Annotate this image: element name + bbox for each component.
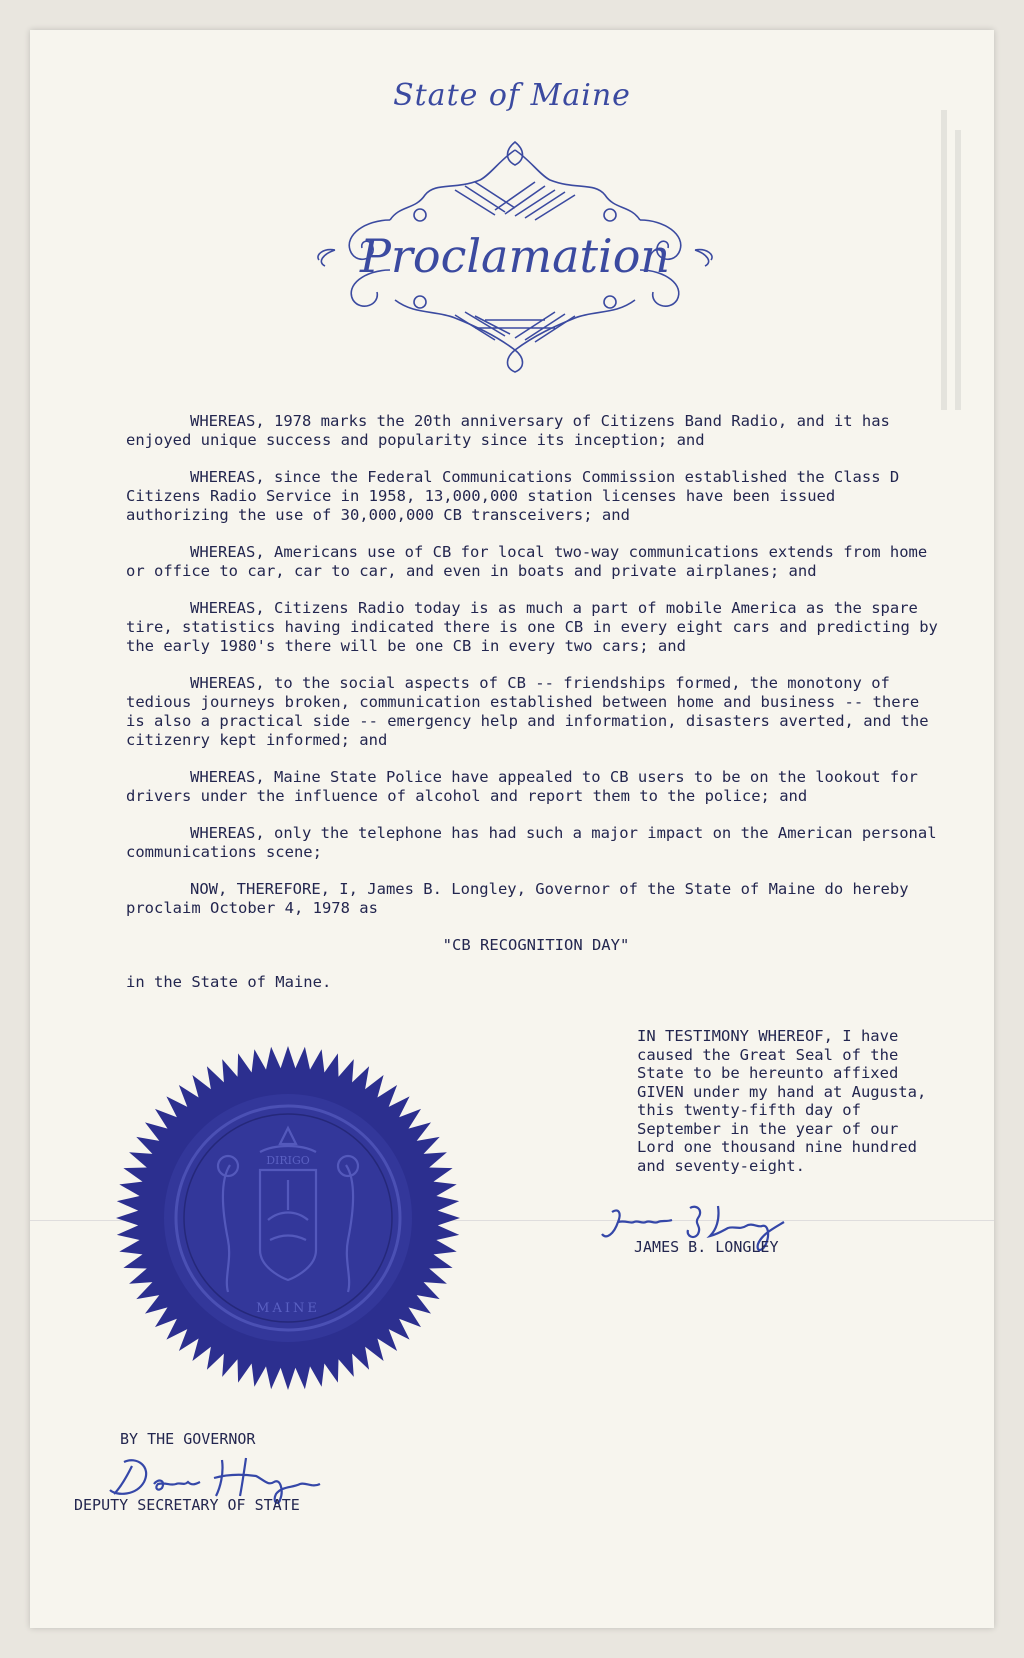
whereas-paragraph-7: WHEREAS, only the telephone has had such a major impact on the American personal communications scene; <box>126 824 937 861</box>
seal-bottom-text: MAINE <box>256 1301 320 1316</box>
by-the-governor: BY THE GOVERNOR <box>120 1430 256 1448</box>
whereas-paragraph-4: WHEREAS, Citizens Radio today is as much a part of mobile America as the spare tire, statistics having indicated there is one CB in every eight cars and predicting by the early 1980's there will be one CB in every two cars; and <box>126 599 938 655</box>
whereas-paragraph-6: WHEREAS, Maine State Police have appealed to CB users to be on the lookout for drivers under the influence of alcohol and report them to the police; and <box>126 768 918 805</box>
governor-name: JAMES B. LONGLEY <box>634 1238 779 1256</box>
whereas-paragraph-2: WHEREAS, since the Federal Communications Commission established the Class D Citizens Radio Service in 1958, 13,000,000 station licenses have been issued authorizing the use of 30,000,000 CB transceivers; and <box>126 468 900 524</box>
whereas-paragraph-3: WHEREAS, Americans use of CB for local two-way communications extends from home or office to car, car to car, and even in boats and private airplanes; and <box>126 543 928 580</box>
closing-line: in the State of Maine. <box>126 973 332 991</box>
testimony-block: IN TESTIMONY WHEREOF, I have caused the Great Seal of the State to be hereunto affixed GIVEN under my hand at Augusta, this twenty-fifth day of September in the year of our Lord one thousand nine hundred and seventy-eight. <box>637 1027 927 1175</box>
proclaimed-day: "CB RECOGNITION DAY" <box>442 936 630 954</box>
great-seal <box>110 1040 466 1396</box>
seal-banner-text: DIRIGO <box>266 1154 310 1167</box>
proclamation-ornament <box>305 120 725 380</box>
proclamation-body <box>126 412 946 1010</box>
whereas-paragraph-1: WHEREAS, 1978 marks the 20th anniversary of Citizens Band Radio, and it has enjoyed unique success and popularity since its inception; and <box>126 412 890 449</box>
state-title: State of Maine <box>393 78 631 113</box>
deputy-secretary-title: DEPUTY SECRETARY OF STATE <box>74 1496 300 1514</box>
now-therefore-paragraph: NOW, THEREFORE, I, James B. Longley, Governor of the State of Maine do hereby proclaim October 4, 1978 as <box>126 880 909 917</box>
proclamation-heading: Proclamation <box>359 229 671 283</box>
proclamation-document <box>30 30 994 1628</box>
show-through-marks <box>935 110 975 430</box>
whereas-paragraph-5: WHEREAS, to the social aspects of CB -- friendships formed, the monotony of tedious journeys broken, communication established between home and business -- there is also a practical side -- emergency help and information, disasters averted, and the citizenry kept informed; and <box>126 674 929 749</box>
